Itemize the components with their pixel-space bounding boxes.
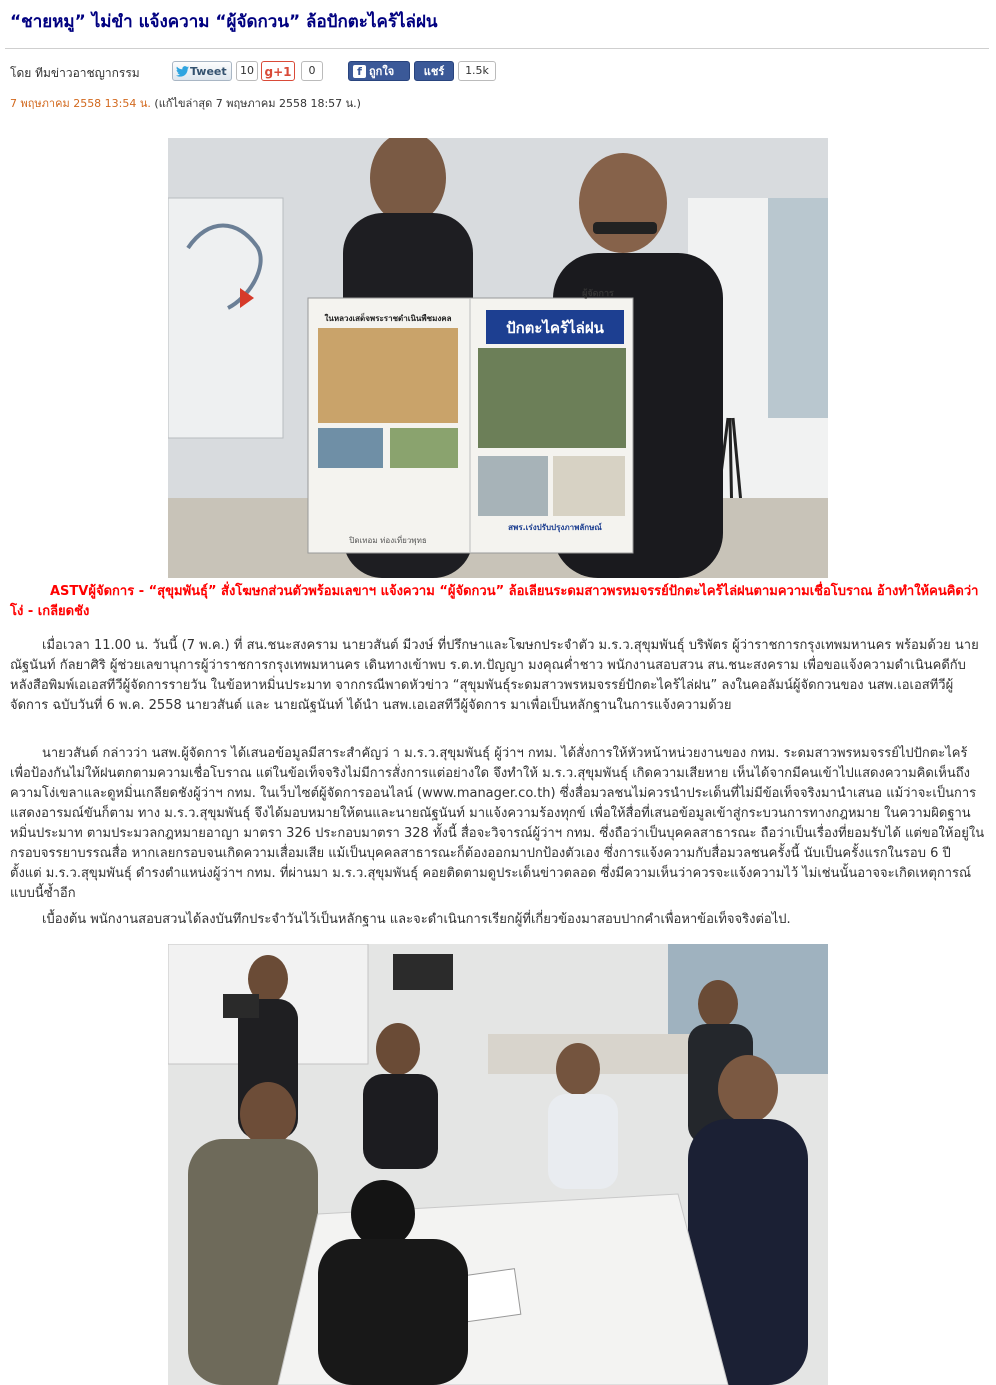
article-updated-date: (แก้ไขล่าสุด 7 พฤษภาคม 2558 18:57 น.) (154, 97, 361, 110)
gplus-label: g+1 (264, 65, 292, 79)
newspaper-headline-left: ในหลวงเสด็จพระราชดำเนินพืชมงคล (324, 314, 452, 323)
article-photo-newspaper (168, 138, 828, 578)
tweet-count: 10 (236, 61, 258, 81)
facebook-like-button[interactable] (348, 61, 410, 81)
article-paragraph-1: เมื่อเวลา 11.00 น. วันนี้ (7 พ.ค.) ที่ สน.ชนะสงคราม นายวสันต์ มีวงษ์ ที่ปรึกษาและโฆษกประจำตัว ม.ร.ว.สุขุมพันธุ์ บริพัตร ผู้ว่าราชการกรุงเทพมหานคร พร้อมด้วย นายณัฐนันท์ กัลยาศิริ ผู้ช่วยเลขานุการผู้ว่าราชการกรุงเทพมหานคร เดินทางเข้าพบ ร.ต.ท.ปัญญา มงคุณค่ำชาว พนักงานสอบสวน สน.ชนะสงคราม เพื่อขอแจ้งความดำเนินคดีกับหลังสือพิมพ์เอเอสทีวีผู้จัดการรายวัน ในข้อหาหมิ่นประมาท จากกรณีพาดหัวข่าว “สุขุมพันธุ์ระดมสาวพรหมจรรย์ปักตะไคร้ไล่ฝน” ลงในคอลัมน์ผู้จัดกวนของ นสพ.เอเอสทีวีผู้จัดการ ฉบับวันที่ 6 พ.ค. 2558 นายวสันต์ และ นายณัฐนันท์ ได้นำ นสพ.เอเอสทีวีผู้จัดการ มาเพื่อเป็นหลักฐานในการแจ้งความด้วย (10, 638, 979, 713)
photo-police-station-illustration (168, 944, 828, 1385)
newspaper-headline-right: ปักตะไคร้ไล่ฝน (506, 319, 604, 337)
tweet-button[interactable] (172, 61, 232, 81)
byline: โดย ทีมข่าวอาชญากรรม (10, 66, 140, 80)
header-divider (5, 48, 989, 49)
tweet-label: Tweet (190, 65, 227, 78)
article-paragraph-3: เบื้องต้น พนักงานสอบสวนได้ลงบันทึกประจำวันไว้เป็นหลักฐาน และจะดำเนินการเรียกผู้ที่เกี่ยวข้องมาสอบปากคำเพื่อหาข้อเท็จจริงต่อไป. (42, 912, 791, 927)
newspaper-masthead: ผู้จัดการ (582, 289, 614, 299)
gplus-count: 0 (301, 61, 323, 81)
twitter-bird-icon (176, 66, 189, 77)
article-photo-police-station (168, 944, 828, 1385)
newspaper-subhead: สพร.เร่งปรับปรุงภาพลักษณ์ (508, 523, 602, 532)
article-date-row (10, 94, 361, 112)
photo-caption: ASTVผู้จัดการ - “สุขุมพันธุ์” สั่งโฆษกส่วนตัวพร้อมเลขาฯ แจ้งความ “ผู้จัดกวน” ล้อเลียนระดมสาวพรหมจรรย์ปักตะไคร้ไล่ฝนตามความเชื่อโบราณ อ้างทำให้คนคิดว่าโง่ - เกลียดชัง (10, 584, 979, 619)
facebook-share-count: 1.5k (458, 61, 496, 81)
newspaper-footer-label: ปิดเทอม ท่องเที่ยวพุทธ (349, 536, 427, 545)
facebook-icon: f (353, 65, 366, 78)
gplus-button[interactable] (261, 61, 295, 81)
photo-newspaper-illustration (168, 138, 828, 578)
facebook-share-label: แชร์ (423, 65, 445, 78)
facebook-like-label: ถูกใจ (369, 65, 395, 78)
article-headline: “ชายหมู” ไม่ขำ แจ้งความ “ผู้จัดกวน” ล้อปักตะไคร้ไล่ฝน (10, 12, 438, 32)
facebook-share-button[interactable] (414, 61, 454, 81)
article-date: 7 พฤษภาคม 2558 13:54 น. (10, 97, 151, 110)
article-paragraph-2: นายวสันต์ กล่าวว่า นสพ.ผู้จัดการ ได้เสนอข้อมูลมีสาระสำคัญว่ า ม.ร.ว.สุขุมพันธุ์ ผู้ว่าฯ กทม. ได้สั่งการให้หัวหน้าหน่วยงานของ กทม. ระดมสาวพรหมจรรย์ไปปักตะไคร้ เพื่อป้องกันไม่ให้ฝนตกตามความเชื่อโบราณ แต่ในข้อเท็จจริงไม่มีการสั่งการแต่อย่างใด จึงทำให้ ม.ร.ว.สุขุมพันธุ์ เกิดความเสียหาย เห็นได้จากมีคนเข้าไปแสดงความคิดเห็นถึงความโง่เขลาและดูหมิ่นเกลียดชังผู้ว่าฯ กทม. ในเว็บไซต์ผู้จัดการออนไลน์ (www.manager.co.th) ซึ่งสื่อมวลชนไม่ควรนำประเด็นที่ไม่มีข้อเท็จจริงมานำเสนอ แม้ว่าจะเป็นการแสดงอารมณ์ขันก็ตาม ทาง ม.ร.ว.สุขุมพันธุ์ จึงได้มอบหมายให้ตนและนายณัฐนันท์ มาแจ้งความร้องทุกข์ เพื่อให้สื่อที่เสนอข้อมูลเข้าสู่กระบวนการทางกฎหมาย ในความผิดฐานหมิ่นประมาท ตามประมวลกฎหมายอาญา มาตรา 326 ประกอบมาตรา 328 ทั้งนี้ สื่อจะวิจารณ์ผู้ว่าฯ กทม. ซึ่งถือว่าเป็นบุคคลสาธารณะ ถือว่าเป็นเรื่องที่ยอมรับได้ แต่ขอให้อยู่ในกรอบจรรยาบรรณสื่อ หากเลยกรอบจนเกิดความเสื่อมเสีย แม้เป็นบุคคลสาธารณะก็ต้องออกมาปกป้องตัวเอง ซึ่งการแจ้งความกับสื่อมวลชนครั้งนี้ นับเป็นครั้งแรกในรอบ 6 ปี ตั้งแต่ ม.ร.ว.สุขุมพันธุ์ ดำรงตำแหน่งผู้ว่าฯ กทม. ที่ผ่านมา ม.ร.ว.สุขุมพันธุ์ คอยติดตามดูประเด็นข่าวตลอด ซึ่งมีความเห็นว่าควรจะแจ้งความไว้ ไม่เช่นนั้นอาจจะเกิดเหตุการณ์แบบนี้ซ้ำอีก (10, 746, 985, 901)
byline-bar (10, 60, 990, 84)
